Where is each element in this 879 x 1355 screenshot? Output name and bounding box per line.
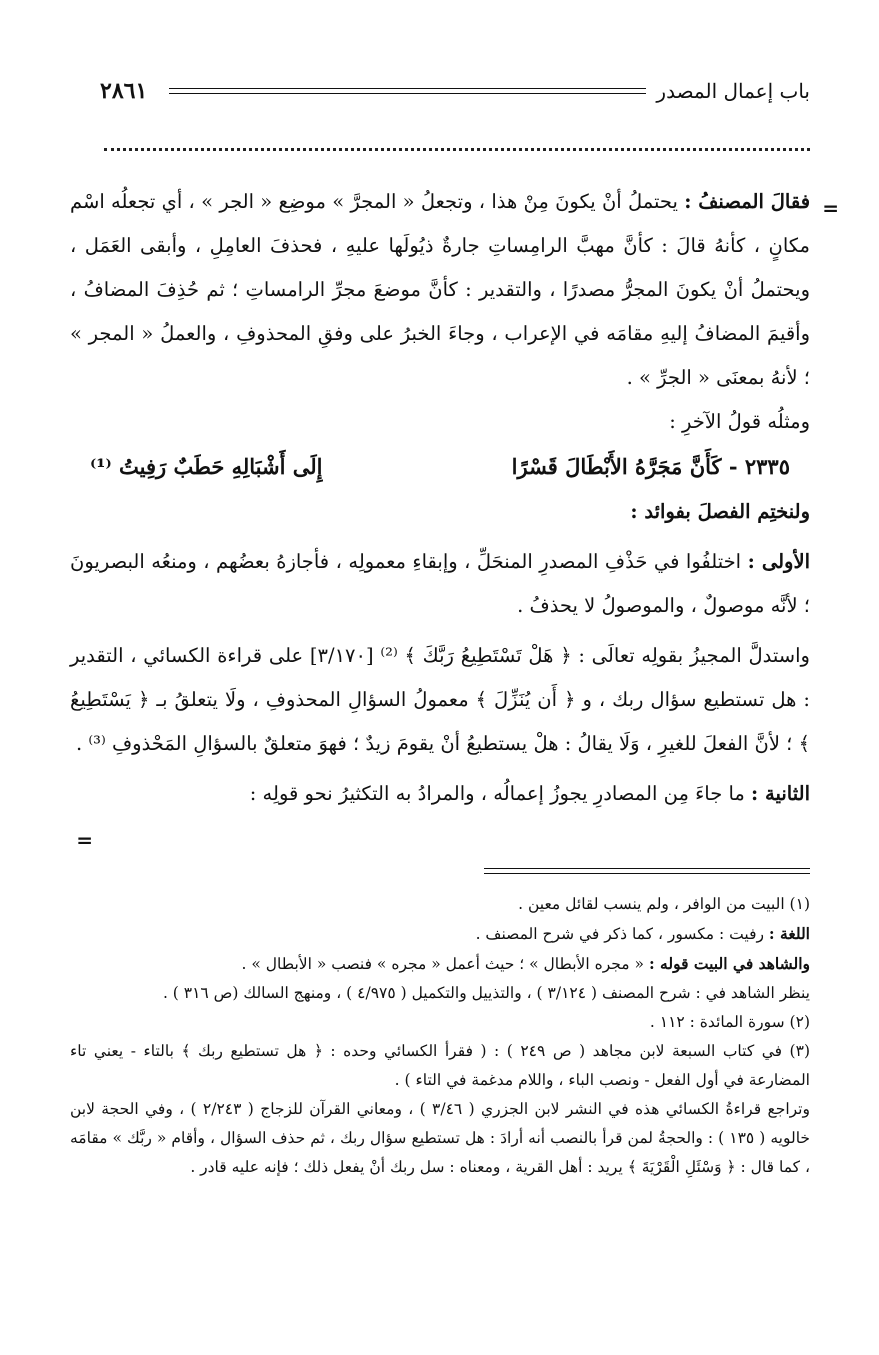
footnote-1-shahid [70, 949, 810, 979]
paragraph-benefits-intro: ولنختِم الفصلَ بفوائد : [630, 500, 810, 523]
footnote-3-part-a: (٣) في كتاب السبعة لابن مجاهد ( ص ٢٤٩ ) : ( فقرأ الكسائي وحده : ﴿ هل تستطيع ربك ﴾ بالتاء - يعني تاء المضارعة في أول الفعل - ونصب الباء ، واللام مدغمة في التاء ) . [70, 1042, 810, 1089]
footnote-2: (٢) سورة المائدة : ١١٢ . [649, 1013, 810, 1031]
lugha-label: اللغة : [768, 924, 810, 943]
continuation-mark-top: = [822, 196, 839, 220]
paragraph-author-view [70, 180, 810, 400]
verse-second-hemistich: إِلَى أَشْبَالِهِ حَطَبٌ رَفِيتُ ⁽¹⁾ [90, 454, 323, 479]
second-benefit-text: ما جاءَ مِن المصادرِ يجوزُ إعمالُه ، والمرادُ به التكثيرُ نحو قولِه : [249, 782, 745, 805]
author-view-text: يحتملُ أنْ يكونَ مِنْ هذا ، وتجعلُ « المجرَّ » موضِع « الجر » ، أي تجعلُه اسْم مكانٍ ، كأنهُ قالَ : كأنَّ مهبَّ الرامِساتِ جارةٌ ذيُولَها عليهِ ، فحذفَ العامِلِ ، وأبقى العَمَل ، ويحتملُ أنْ يكونَ المجرُّ مصدرًا ، والتقدير : كأنَّ موضعَ مجرِّ الرامساتِ ؛ ثم حُذِفَ المضافُ ، وأقيمَ المضافُ إليهِ مقامَه في الإعراب ، وجاءَ الخبرُ على وفقِ المحذوفِ ، والعملُ « المجر » ؛ لأنهُ بمعنَى « الجرِّ » . [70, 190, 810, 389]
page-header [100, 74, 810, 108]
paragraph-evidence: واستدلَّ المجيزُ بقولِه تعالَى : ﴿ هَلْ تَسْتَطِيعُ رَبَّكَ ﴾ ⁽²⁾ [٣/١٧٠] على قراءة الكسائي ، التقدير : هل تستطيع سؤال ربك ، و ﴿ أَن يُنَزِّلَ ﴾ معمولُ السؤالِ المحذوفِ ، ولَا يتعلقُ بـ ﴿ يَسْتَطِيعُ ﴾ ؛ لأنَّ الفعلَ للغيرِ ، وَلَا يقالُ : هلْ يستطيعُ أنْ يقومَ زيدٌ ؛ فهوَ متعلقٌ بالسؤالِ المَحْذوفِ ⁽³⁾ . [70, 644, 810, 755]
paragraph-another-saying: ومثلُه قولُ الآخرِ : [669, 410, 810, 433]
page-number: ٢٨٦١ [100, 78, 148, 104]
shahid-text: « مجره الأبطال » ؛ حيث أعمل « مجره » فنصب « الأبطال » . [241, 955, 644, 973]
author-label: فقالَ المصنفُ : [684, 190, 811, 213]
verse-2335 [70, 444, 810, 490]
footnote-1: (١) البيت من الوافر ، ولم ينسب لقائل معين . [518, 895, 810, 913]
first-benefit-label: الأولى : [747, 550, 811, 573]
paragraph-second-benefit [70, 772, 810, 816]
header-rule [169, 88, 646, 94]
dotted-separator [104, 148, 810, 151]
main-text [70, 180, 810, 816]
lugha-text: رفيت : مكسور ، كما ذكر في شرح المصنف . [475, 925, 764, 943]
paragraph-first-benefit [70, 540, 810, 628]
footnote-rule [484, 868, 810, 874]
continuation-mark-bottom: = [76, 828, 93, 852]
verse-first-hemistich: ٢٣٣٥ - كَأَنَّ مَجَرَّهُ الأَبْطَالَ قَسْرًا [511, 454, 790, 479]
footnotes [70, 890, 810, 1182]
footnote-3-part-b: وتراجع قراءةُ الكسائي هذه في النشر لابن الجزري ( ٣/٤٦ ) ، ومعاني القرآن للزجاج ( ٢/٢٤٣ ) ، وفي الحجة لابن خالويه ( ١٣٥ ) : والحجةُ لمن قرأ بالنصب أنه أرادَ : هل تستطيع سؤال ربك ، ثم حذف السؤال ، وأقام « ربَّك » مقامَه ، كما قال : ﴿ وَسْئَلِ الْقَرْيَةَ ﴾ يريد : أهل القرية ، ومعناه : سل ربك أنْ يفعل ذلك ؛ فإنه عليه قادر . [70, 1100, 810, 1176]
second-benefit-label: الثانية : [751, 782, 810, 805]
footnote-1-lugha [70, 919, 810, 949]
footnote-1-references: ينظر الشاهد في : شرح المصنف ( ٣/١٢٤ ) ، والتذييل والتكميل ( ٤/٩٧٥ ) ، ومنهج السالك (ص ٣١٦ ) . [162, 984, 810, 1002]
shahid-label: والشاهد في البيت قوله : [648, 954, 810, 973]
chapter-title: باب إعمال المصدر [656, 79, 810, 103]
first-benefit-text: اختلفُوا في حَذْفِ المصدرِ المنحَلِّ ، وإبقاءِ معمولِه ، فأجازهُ بعضُهم ، ومنعُه البصريونَ ؛ لأنَّه موصولٌ ، والموصولُ لا يحذفُ . [70, 550, 810, 617]
